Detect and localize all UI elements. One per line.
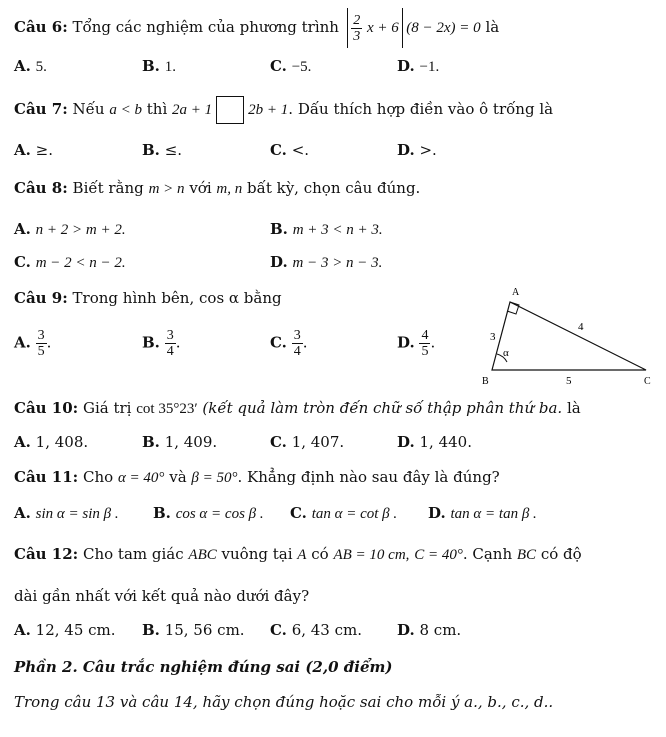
q8-option-d[interactable]: D. m − 3 > n − 3. [270,253,383,271]
q12-a: A [297,547,307,563]
q11-option-c[interactable]: C. tan α = cot β . [290,504,398,522]
q8-mid: với [189,179,212,197]
q12-post1: . Cạnh [462,545,513,563]
q12-post2: có độ [540,545,582,563]
q8-cond: m > n [148,181,185,197]
q11-stem [14,467,500,488]
q12-stem-line2: dài gần nhất với kết quả nào dưới đây? [14,587,310,605]
q10-stem [14,398,581,419]
q8-vars: m, n [216,181,243,197]
q12-label: Câu 12: [14,545,79,563]
q6-option-c[interactable]: C. −5. [270,57,312,75]
vertex-c: C [644,376,651,387]
vertex-a: A [512,287,520,298]
q7-post: . Dấu thích hợp điền vào ô trống là [288,100,554,118]
q6-option-d[interactable]: D. −1. [397,57,440,75]
q7-label: Câu 7: [14,100,68,118]
q12-bc: BC [516,547,537,563]
q11-beta: β = 50° [191,470,238,486]
q10-tail: là [566,399,581,417]
q8-option-b[interactable]: B. m + 3 < n + 3. [270,220,383,238]
q10-option-b[interactable]: B. 1, 409. [142,433,218,451]
q6-text: Tổng các nghiệm của phương trình [72,18,339,36]
q7-option-a[interactable]: A. ≥. [14,141,53,159]
q7-pre: Nếu [72,100,105,118]
q7-stem [14,96,553,124]
q12-ab: AB = 10 cm, [333,547,410,563]
angle-alpha: α [503,347,509,359]
q6-expr2: (8 − 2x) = 0 [406,20,481,36]
q8-label: Câu 8: [14,179,68,197]
q10-expr: cot 35°23′ [136,401,198,417]
q8-stem [14,178,420,199]
q6-label: Câu 6: [14,18,68,36]
q12-option-c[interactable]: C. 6, 43 cm. [270,621,363,639]
triangle-figure [470,284,660,390]
q11-option-a[interactable]: A. sin α = sin β . [14,504,119,522]
q9-option-b[interactable]: B. $\frac{3}{4}$ . [142,328,181,359]
q11-mid: và [169,468,187,486]
q6-fraction: $\frac{2}{3}$ [353,12,361,44]
side-ab: 3 [490,331,496,343]
q11-option-b[interactable]: B. cos α = cos β . [153,504,264,522]
q10-label: Câu 10: [14,399,79,417]
q7-mid: thì [146,100,168,118]
q7-left: 2a + 1 [172,102,213,118]
q12-mid2: có [311,545,329,563]
q6-option-a[interactable]: A. 5. [14,57,47,75]
q11-alpha: α = 40° [117,470,165,486]
q11-pre: Cho [82,468,114,486]
q6-tail: là [485,18,500,36]
q10-option-d[interactable]: D. 1, 440. [397,433,472,451]
q12-option-b[interactable]: B. 15, 56 cm. [142,621,245,639]
q12-option-a[interactable]: A. 12, 45 cm. [14,621,116,639]
q11-post: . Khẳng định nào sau đây là đúng? [237,468,500,486]
q6-stem [14,8,499,48]
q8-option-c[interactable]: C. m − 2 < n − 2. [14,253,126,271]
side-ac: 4 [578,321,584,333]
q12-option-d[interactable]: D. 8 cm. [397,621,462,639]
side-bc: 5 [566,375,572,387]
q10-option-a[interactable]: A. 1, 408. [14,433,89,451]
q9-stem [14,288,282,308]
abs-bar-left [347,8,349,48]
vertex-b: B [482,376,489,387]
q8-option-a[interactable]: A. n + 2 > m + 2. [14,220,126,238]
q7-right: 2b + 1 [248,102,289,118]
q12-stem [14,544,582,565]
q9-text: Trong hình bên, cos α bằng [72,289,282,307]
q8-post: bất kỳ, chọn câu đúng. [247,179,421,197]
q6-expr1: x + 6 [367,20,399,36]
abs-bar-right [402,8,404,48]
q7-option-b[interactable]: B. ≤. [142,141,183,159]
q9-option-a[interactable]: A. $\frac{3}{5}$ . [14,328,52,359]
part2-instruction: Trong câu 13 và câu 14, hãy chọn đúng hoặc sai cho mỗi ý a., b., c., d.. [14,693,554,711]
blank-box[interactable] [216,96,244,124]
q7-option-c[interactable]: C. <. [270,141,310,159]
q7-cond: a < b [109,102,142,118]
part2-title: Phần 2. Câu trắc nghiệm đúng sai (2,0 điểm) [14,658,393,676]
q9-option-c[interactable]: C. $\frac{3}{4}$ . [270,328,308,359]
q10-text: Giá trị [82,399,132,417]
q11-label: Câu 11: [14,468,79,486]
q9-option-d[interactable]: D. $\frac{4}{5}$ . [397,328,436,359]
q11-option-d[interactable]: D. tan α = tan β . [428,504,537,522]
q12-mid1: vuông tại [221,545,293,563]
q6-option-b[interactable]: B. 1. [142,57,176,75]
q12-abc: ABC [188,547,217,563]
q12-angle: C = 40° [414,547,463,563]
q10-option-c[interactable]: C. 1, 407. [270,433,345,451]
q7-option-d[interactable]: D. >. [397,141,437,159]
q9-label: Câu 9: [14,289,68,307]
q10-note: (kết quả làm tròn đến chữ số thập phân thứ ba. [202,399,563,417]
q12-pre: Cho tam giác [82,545,184,563]
q8-pre: Biết rằng [72,179,144,197]
